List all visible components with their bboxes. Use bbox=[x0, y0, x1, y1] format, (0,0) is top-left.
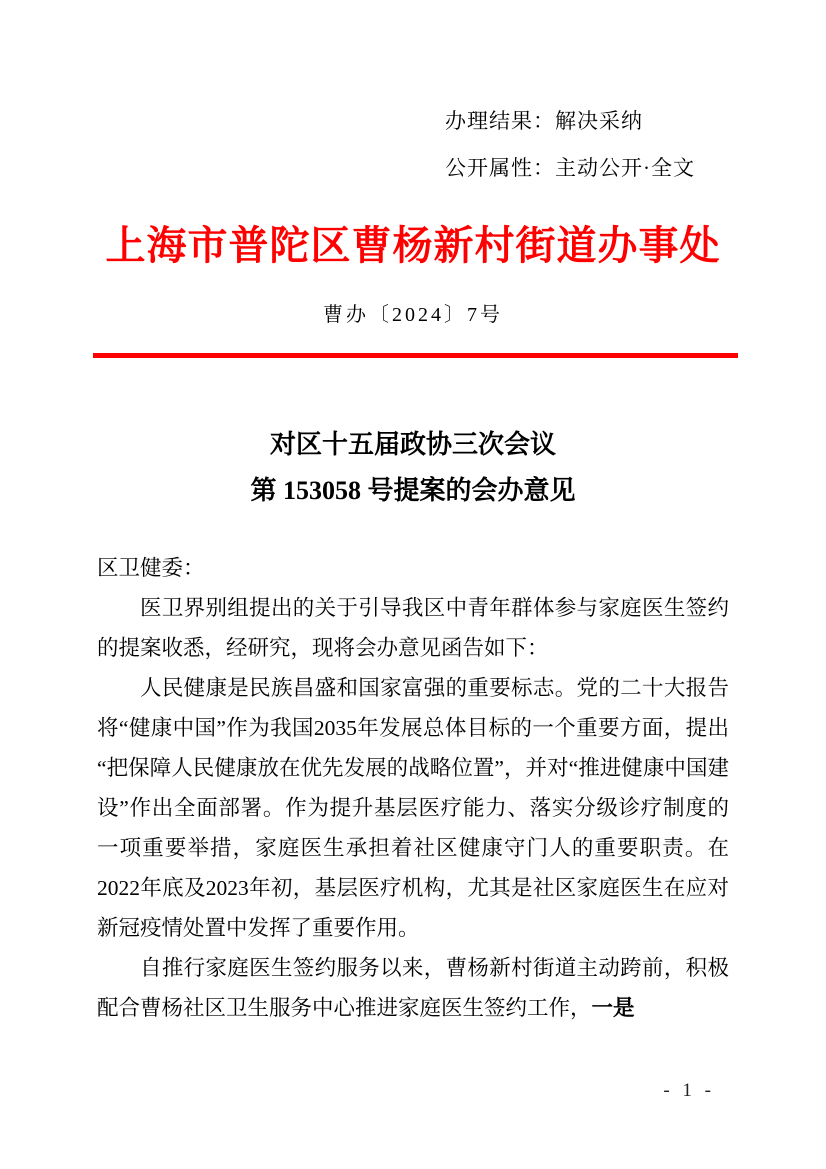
paragraph-1-text: 医卫界别组提出的关于引导我区中青年群体参与家庭医生签约的提案收悉，经研究，现将会办意见函告如下： bbox=[97, 596, 729, 660]
paragraph-3-bold-tail: 一是 bbox=[591, 996, 635, 1020]
publicity-value: 主动公开·全文 bbox=[555, 156, 695, 180]
meta-block bbox=[445, 98, 695, 192]
paragraph-2-text: 人民健康是民族昌盛和国家富强的重要标志。党的二十大报告将“健康中国”作为我国2035年发展总体目标的一个重要方面，提出“把保障人民健康放在优先发展的战略位置”，并对“推进健康中国建设”作出全面部署。作为提升基层医疗能力、落实分级诊疗制度的一项重要举措，家庭医生承担着社区健康守门人的重要职责。在2022年底及2023年初，基层医疗机构，尤其是社区家庭医生在应对新冠疫情处置中发挥了重要作用。 bbox=[97, 676, 729, 940]
document-title bbox=[0, 422, 826, 514]
publicity-label: 公开属性： bbox=[445, 156, 555, 180]
handling-result-label: 办理结果： bbox=[445, 109, 555, 133]
agency-masthead: 上海市普陀区曹杨新村街道办事处 bbox=[105, 223, 721, 268]
paragraph-3 bbox=[97, 948, 729, 1028]
document-title-line2: 第 153058 号提案的会办意见 bbox=[250, 476, 576, 505]
paragraph-2 bbox=[97, 668, 729, 948]
salutation: 区卫健委： bbox=[97, 556, 205, 580]
paragraph-1 bbox=[97, 588, 729, 668]
document-title-line1: 对区十五届政协三次会议 bbox=[269, 430, 556, 459]
document-number: 曹办〔2024〕7号 bbox=[323, 304, 503, 326]
red-divider-rule bbox=[93, 353, 738, 358]
paragraph-3-text: 自推行家庭医生签约服务以来，曹杨新村街道主动跨前，积极配合曹杨社区卫生服务中心推进家庭医生签约工作， bbox=[97, 956, 729, 1020]
handling-result-value: 解决采纳 bbox=[555, 109, 643, 133]
handling-result-line bbox=[445, 98, 695, 145]
document-body bbox=[97, 548, 729, 1028]
page-number: - 1 - bbox=[663, 1080, 715, 1101]
publicity-line bbox=[445, 145, 695, 192]
